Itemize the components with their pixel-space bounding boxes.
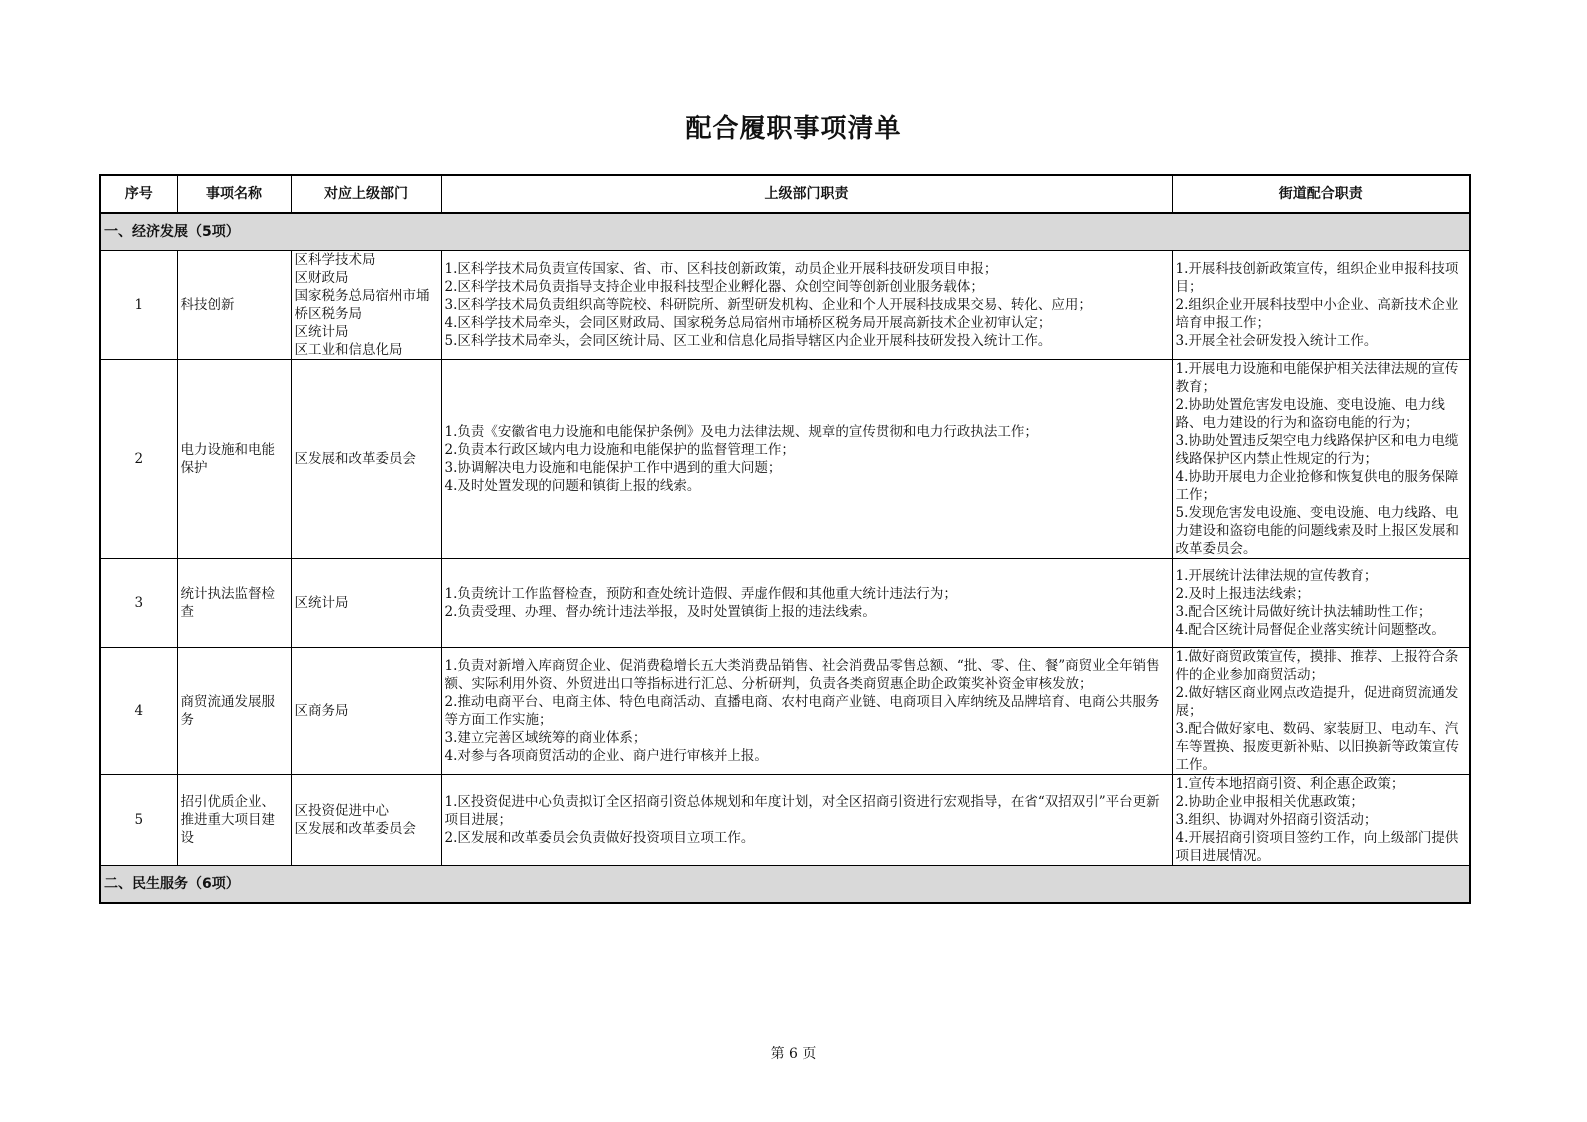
dept-line: 区科学技术局	[294, 252, 376, 268]
section-label: 一、经济发展（5项）	[100, 213, 1470, 251]
row-superior-duties	[441, 559, 1172, 648]
street-line: 3.开展全社会研发投入统计工作。	[1175, 333, 1378, 349]
header-superior-dept: 对应上级部门	[291, 175, 441, 213]
duty-line: 4.对参与各项商贸活动的企业、商户进行审核并上报。	[444, 748, 768, 764]
duty-line: 1.负责对新增入库商贸企业、促消费稳增长五大类消费品销售、社会消费品零售总额、“批、零、住、餐”商贸业全年销售额、实际利用外资、外贸进出口等指标进行汇总、分析研判，负责各类商贸惠企助企政策奖补资金审核发放；	[444, 658, 1160, 692]
street-line: 1.开展统计法律法规的宣传教育；	[1175, 568, 1378, 584]
page-number: 第 6 页	[770, 1046, 817, 1062]
header-superior-duties: 上级部门职责	[441, 175, 1172, 213]
row-no: 4	[100, 648, 177, 775]
row-depts	[291, 251, 441, 360]
street-line: 5.发现危害发电设施、变电设施、电力线路、电力建设和盗窃电能的问题线索及时上报区发展和改革委员会。	[1175, 505, 1459, 557]
duty-line: 4.及时处置发现的问题和镇街上报的线索。	[444, 478, 701, 494]
street-line: 2.做好辖区商业网点改造提升，促进商贸流通发展；	[1175, 685, 1459, 719]
row-street-duties	[1172, 775, 1470, 866]
street-line: 2.协助处置危害发电设施、变电设施、电力线路、电力建设的行为和盗窃电能的行为；	[1175, 397, 1445, 431]
table-row	[100, 360, 1470, 559]
row-item-name: 商贸流通发展服务	[177, 648, 291, 775]
row-superior-duties	[441, 648, 1172, 775]
dept-line: 国家税务总局宿州市埇桥区税务局	[294, 288, 430, 322]
row-depts	[291, 360, 441, 559]
street-line: 2.及时上报违法线索；	[1175, 586, 1310, 602]
street-line: 2.组织企业开展科技型中小企业、高新技术企业培育申报工作；	[1175, 297, 1459, 331]
street-line: 4.配合区统计局督促企业落实统计问题整改。	[1175, 622, 1445, 638]
row-no: 5	[100, 775, 177, 866]
street-line: 1.开展电力设施和电能保护相关法律法规的宣传教育；	[1175, 361, 1459, 395]
section-label: 二、民生服务（6项）	[100, 866, 1470, 904]
duty-line: 1.区科学技术局负责宣传国家、省、市、区科技创新政策，动员企业开展科技研发项目申报；	[444, 261, 998, 277]
row-item-name: 统计执法监督检查	[177, 559, 291, 648]
dept-line: 区商务局	[294, 703, 349, 719]
table-row	[100, 251, 1470, 360]
row-no: 3	[100, 559, 177, 648]
street-line: 1.宣传本地招商引资、利企惠企政策；	[1175, 776, 1405, 792]
section-row-economy	[100, 213, 1470, 251]
duty-line: 3.区科学技术局负责组织高等院校、科研院所、新型研发机构、企业和个人开展科技成果交易、转化、应用；	[444, 297, 1092, 313]
table-row	[100, 775, 1470, 866]
duty-line: 1.负责统计工作监督检查，预防和查处统计造假、弄虚作假和其他重大统计违法行为；	[444, 586, 957, 602]
row-depts	[291, 648, 441, 775]
row-street-duties	[1172, 360, 1470, 559]
duty-line: 1.区投资促进中心负责拟订全区招商引资总体规划和年度计划，对全区招商引资进行宏观指导，在省“双招双引”平台更新项目进展；	[444, 794, 1160, 828]
street-line: 3.协助处置违反架空电力线路保护区和电力电缆线路保护区内禁止性规定的行为；	[1175, 433, 1459, 467]
row-superior-duties	[441, 775, 1172, 866]
section-row-livelihood	[100, 866, 1470, 904]
duty-table	[99, 174, 1471, 904]
dept-line: 区财政局	[294, 270, 349, 286]
duty-line: 2.区发展和改革委员会负责做好投资项目立项工作。	[444, 830, 755, 846]
duty-line: 1.负责《安徽省电力设施和电能保护条例》及电力法律法规、规章的宣传贯彻和电力行政执法工作；	[444, 424, 1038, 440]
street-line: 4.开展招商引资项目签约工作，向上级部门提供项目进展情况。	[1175, 830, 1459, 864]
header-street-duties: 街道配合职责	[1172, 175, 1470, 213]
table-row	[100, 648, 1470, 775]
table-header-row	[100, 175, 1470, 213]
table-row	[100, 559, 1470, 648]
street-line: 2.协助企业申报相关优惠政策；	[1175, 794, 1364, 810]
dept-line: 区发展和改革委员会	[294, 821, 416, 837]
duty-line: 3.协调解决电力设施和电能保护工作中遇到的重大问题；	[444, 460, 782, 476]
row-item-name: 招引优质企业、推进重大项目建设	[177, 775, 291, 866]
row-superior-duties	[441, 360, 1172, 559]
duty-line: 2.区科学技术局负责指导支持企业申报科技型企业孵化器、众创空间等创新创业服务载体；	[444, 279, 984, 295]
duty-line: 2.负责受理、办理、督办统计违法举报，及时处置镇街上报的违法线索。	[444, 604, 876, 620]
street-line: 4.协助开展电力企业抢修和恢复供电的服务保障工作；	[1175, 469, 1459, 503]
street-line: 3.配合做好家电、数码、家装厨卫、电动车、汽车等置换、报废更新补贴、以旧换新等政策宣传工作。	[1175, 721, 1459, 773]
duty-line: 2.推动电商平台、电商主体、特色电商活动、直播电商、农村电商产业链、电商项目入库纳统及品牌培育、电商公共服务等方面工作实施；	[444, 694, 1160, 728]
row-item-name: 科技创新	[177, 251, 291, 360]
duty-line: 3.建立完善区域统筹的商业体系；	[444, 730, 647, 746]
document-title: 配合履职事项清单	[685, 114, 902, 144]
row-no: 1	[100, 251, 177, 360]
row-no: 2	[100, 360, 177, 559]
row-item-name: 电力设施和电能保护	[177, 360, 291, 559]
row-street-duties	[1172, 559, 1470, 648]
dept-line: 区工业和信息化局	[294, 342, 403, 358]
street-line: 1.开展科技创新政策宣传，组织企业申报科技项目；	[1175, 261, 1459, 295]
duty-line: 2.负责本行政区域内电力设施和电能保护的监督管理工作；	[444, 442, 795, 458]
dept-line: 区发展和改革委员会	[294, 451, 416, 467]
dept-line: 区统计局	[294, 595, 349, 611]
row-depts	[291, 775, 441, 866]
dept-line: 区统计局	[294, 324, 349, 340]
duty-line: 5.区科学技术局牵头，会同区统计局、区工业和信息化局指导辖区内企业开展科技研发投入统计工作。	[444, 333, 1052, 349]
dept-line: 区投资促进中心	[294, 803, 389, 819]
row-depts	[291, 559, 441, 648]
row-street-duties	[1172, 251, 1470, 360]
street-line: 3.配合区统计局做好统计执法辅助性工作；	[1175, 604, 1432, 620]
street-line: 1.做好商贸政策宣传，摸排、推荐、上报符合条件的企业参加商贸活动；	[1175, 649, 1459, 683]
row-street-duties	[1172, 648, 1470, 775]
street-line: 3.组织、协调对外招商引资活动；	[1175, 812, 1378, 828]
header-item-name: 事项名称	[177, 175, 291, 213]
duty-line: 4.区科学技术局牵头，会同区财政局、国家税务总局宿州市埇桥区税务局开展高新技术企业初审认定；	[444, 315, 1052, 331]
row-superior-duties	[441, 251, 1172, 360]
header-no: 序号	[100, 175, 177, 213]
